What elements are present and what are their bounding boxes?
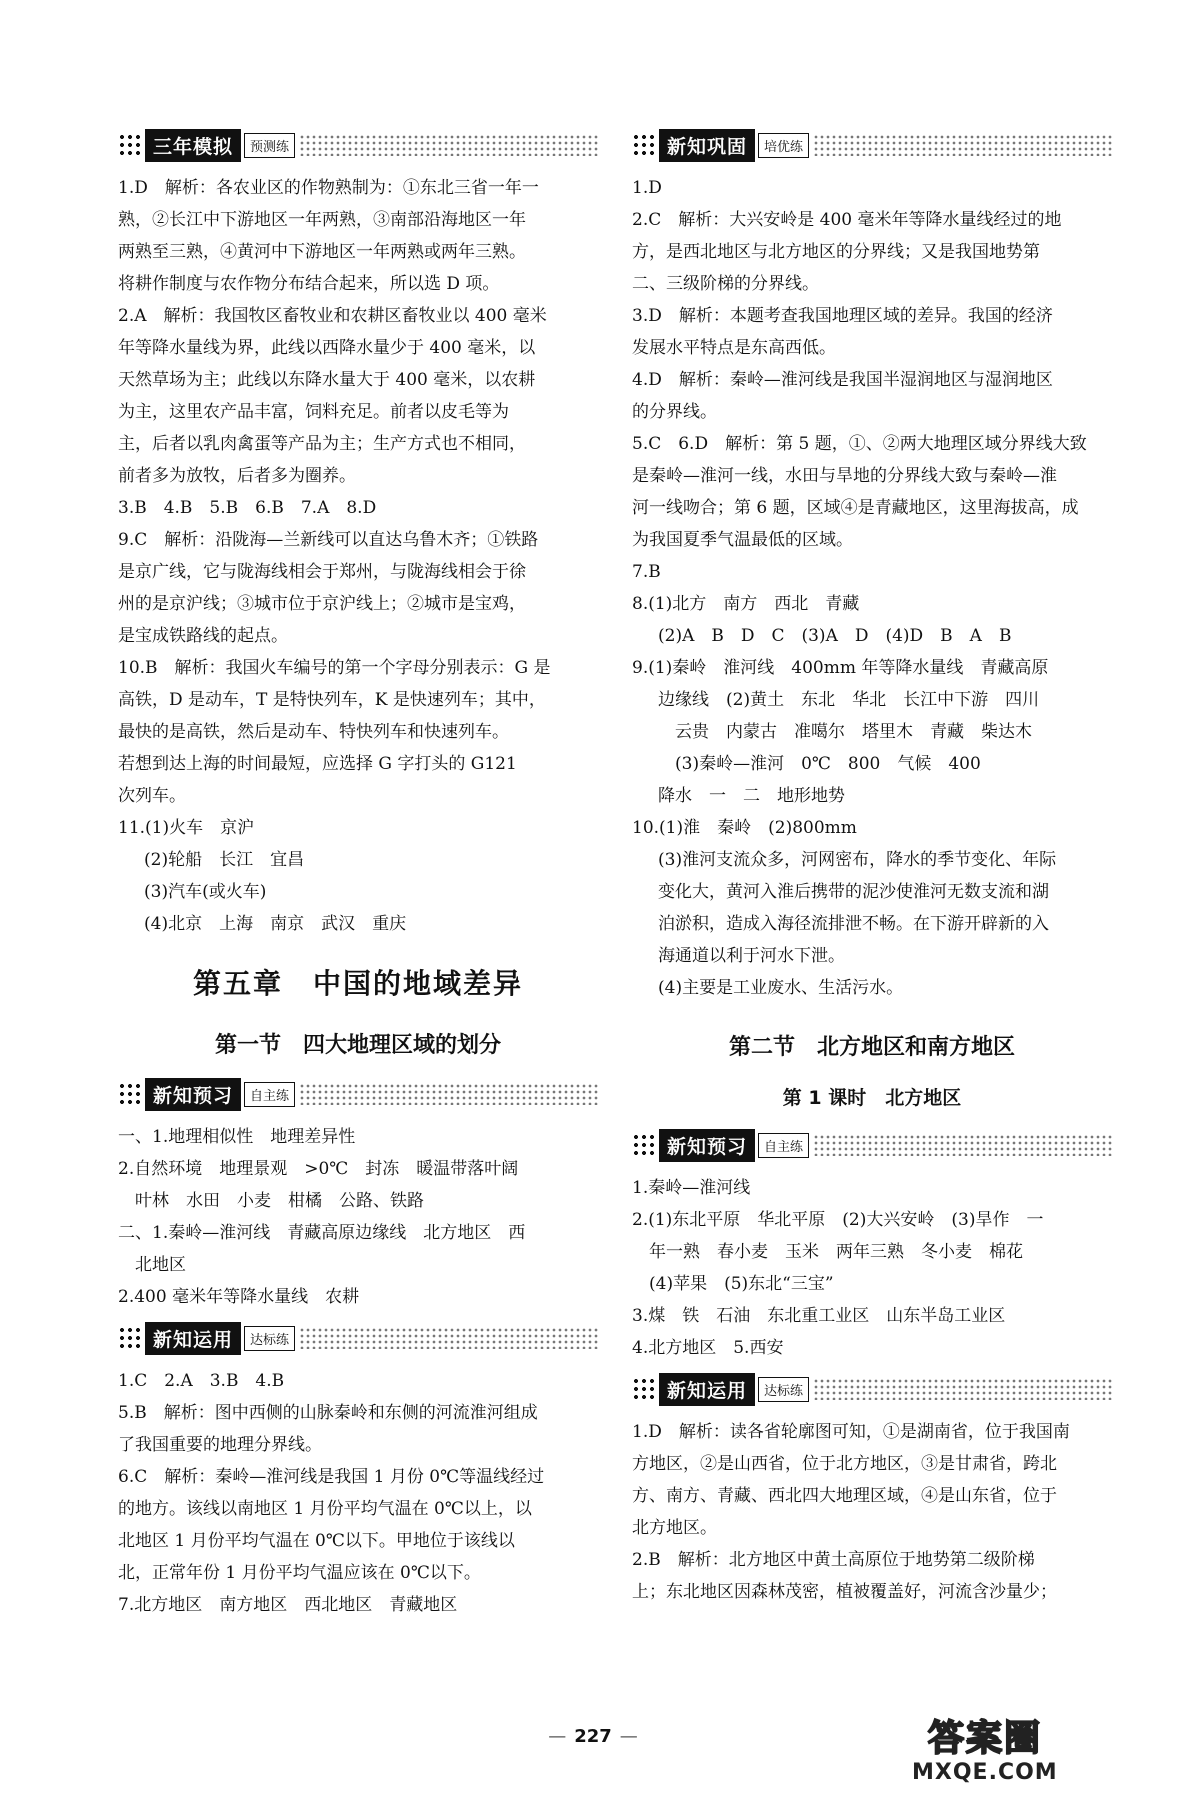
answer-line: 发展水平特点是东高西低。 [632, 338, 836, 358]
answer-line: 11.(1)火车 京沪 [118, 818, 255, 838]
answer-line: 北地区 [118, 1255, 186, 1275]
answer-line: 河一线吻合；第 6 题，区域④是青藏地区，这里海拔高，成 [632, 498, 1079, 518]
chapter-title: 第五章 中国的地域差异 [192, 967, 523, 1000]
section-tag: 自主练 [758, 1133, 809, 1158]
page-number-value: 227 [574, 1726, 612, 1747]
answer-line: 二、三级阶梯的分界线。 [632, 274, 819, 294]
answer-line: 10.(1)淮 秦岭 (2)800mm [632, 818, 857, 838]
dotted-rule [299, 134, 598, 156]
watermark-logo [898, 1710, 1168, 1790]
answer-line: 高铁，D 是动车，T 是特快列车，K 是快速列车；其中， [118, 690, 546, 710]
answer-line: 为主，这里农产品丰富，饲料充足。前者以皮毛等为 [118, 402, 509, 422]
answer-line: 是宝成铁路线的起点。 [118, 626, 288, 646]
section-tag: 培优练 [758, 133, 809, 158]
answer-line: 方，是西北地区与北方地区的分界线；又是我国地势第 [632, 242, 1040, 262]
answer-line: 云贵 内蒙古 准噶尔 塔里木 青藏 柴达木 [658, 722, 1032, 742]
dot-grid-icon [632, 133, 656, 157]
answer-line: 1.C 2.A 3.B 4.B [118, 1371, 285, 1391]
answer-line: 二、1.秦岭—淮河线 青藏高原边缘线 北方地区 西 [118, 1223, 526, 1243]
section-tag: 达标练 [758, 1377, 809, 1402]
answer-line: (2)轮船 长江 宜昌 [144, 850, 305, 870]
answer-line: 北方地区。 [632, 1518, 717, 1538]
answer-line: 将耕作制度与农作物分布结合起来，所以选 D 项。 [118, 274, 500, 294]
section-title: 三年模拟 [145, 129, 241, 162]
answer-line: (4)主要是工业废水、生活污水。 [658, 978, 904, 998]
answer-line: 天然草场为主；此线以东降水量大于 400 毫米，以农耕 [118, 370, 536, 390]
answer-line: 的地方。该线以南地区 1 月份平均气温在 0℃以上，以 [118, 1499, 532, 1519]
answer-line: 2.400 毫米年等降水量线 农耕 [118, 1287, 360, 1307]
section-tag: 达标练 [244, 1326, 295, 1351]
answer-line: 变化大，黄河入淮后携带的泥沙使淮河无数支流和湖 [658, 882, 1049, 902]
section-tag: 预测练 [244, 133, 295, 158]
answer-line: 为我国夏季气温最低的区域。 [632, 530, 853, 550]
answer-line: 了我国重要的地理分界线。 [118, 1435, 322, 1455]
section-subtitle: 第二节 北方地区和南方地区 [728, 1035, 1015, 1060]
left-column [118, 120, 598, 1621]
answer-line: 降水 一 二 地形地势 [658, 786, 845, 806]
answer-line: 1.D [632, 178, 662, 198]
dot-grid-icon [118, 1082, 142, 1106]
dot-grid-icon [118, 133, 142, 157]
answer-line: 方地区，②是山西省，位于北方地区，③是甘肃省，跨北 [632, 1454, 1057, 1474]
answer-line: 3.煤 铁 石油 东北重工业区 山东半岛工业区 [632, 1306, 1006, 1326]
dotted-rule [299, 1327, 598, 1349]
answer-line: 8.(1)北方 南方 西北 青藏 [632, 594, 860, 614]
section-header-preview [118, 1079, 598, 1109]
answer-line: 前者多为放牧，后者多为圈养。 [118, 466, 356, 486]
answer-line: 年等降水量线为界，此线以西降水量少于 400 毫米，以 [118, 338, 536, 358]
answer-line: 1.秦岭—淮河线 [632, 1178, 751, 1198]
answer-line: 7.北方地区 南方地区 西北地区 青藏地区 [118, 1595, 458, 1615]
answer-line: 一、1.地理相似性 地理差异性 [118, 1127, 356, 1147]
answer-line: 1.D 解析：读各省轮廓图可知，①是湖南省，位于我国南 [632, 1422, 1070, 1442]
answer-line: 1.D 解析：各农业区的作物熟制为：①东北三省一年一 [118, 178, 539, 198]
answer-line: 7.B [632, 562, 661, 582]
answer-line: 最快的是高铁，然后是动车、特快列车和快速列车。 [118, 722, 509, 742]
answer-line: 边缘线 (2)黄土 东北 华北 长江中下游 四川 [658, 690, 1040, 710]
section-subtitle: 第一节 四大地理区域的划分 [214, 1033, 501, 1058]
answer-line: 2.自然环境 地理景观 >0℃ 封冻 暖温带落叶阔 [118, 1159, 519, 1179]
answer-line: 2.A 解析：我国牧区畜牧业和农耕区畜牧业以 400 毫米 [118, 306, 547, 326]
answer-line: (4)北京 上海 南京 武汉 重庆 [144, 914, 407, 934]
answer-line: 9.C 解析：沿陇海—兰新线可以直达乌鲁木齐；①铁路 [118, 530, 539, 550]
answer-line: (3)淮河支流众多，河网密布，降水的季节变化、年际 [658, 850, 1057, 870]
watermark-text: 答案圈 [928, 1718, 1043, 1759]
section-title: 新知预习 [659, 1129, 755, 1162]
section-title: 新知运用 [659, 1373, 755, 1406]
dot-grid-icon [632, 1377, 656, 1401]
answer-line: 上；东北地区因森林茂密，植被覆盖好，河流含沙量少； [632, 1582, 1057, 1602]
section-title: 新知运用 [145, 1322, 241, 1355]
answer-line: 主，后者以乳肉禽蛋等产品为主；生产方式也不相同， [118, 434, 526, 454]
answer-line: 叶林 水田 小麦 柑橘 公路、铁路 [118, 1191, 424, 1211]
section-header-apply [632, 1374, 1112, 1404]
answer-line: 北地区 1 月份平均气温在 0℃以下。甲地位于该线以 [118, 1531, 515, 1551]
dot-grid-icon [632, 1133, 656, 1157]
section-title: 新知巩固 [659, 129, 755, 162]
dotted-rule [299, 1083, 598, 1105]
section-header-three-year [118, 130, 598, 160]
section-header-preview [632, 1130, 1112, 1160]
page-number-dash: — [548, 1726, 567, 1747]
watermark-url: MXQE.COM [912, 1760, 1058, 1785]
answer-line: 5.B 解析：图中西侧的山脉秦岭和东侧的河流淮河组成 [118, 1403, 538, 1423]
answer-line: 次列车。 [118, 786, 186, 806]
answer-line: (4)苹果 (5)东北“三宝” [632, 1274, 834, 1294]
answer-line: (3)秦岭—淮河 0℃ 800 气候 400 [658, 754, 981, 774]
answer-line: 2.(1)东北平原 华北平原 (2)大兴安岭 (3)旱作 一 [632, 1210, 1044, 1230]
answer-line: 6.C 解析：秦岭—淮河线是我国 1 月份 0℃等温线经过 [118, 1467, 545, 1487]
dotted-rule [813, 1378, 1112, 1400]
answer-line: 海通道以利于河水下泄。 [658, 946, 845, 966]
answer-line: 3.B 4.B 5.B 6.B 7.A 8.D [118, 498, 377, 518]
answer-line: 若想到达上海的时间最短，应选择 G 字打头的 G121 [118, 754, 517, 774]
answer-line: 是秦岭—淮河一线，水田与旱地的分界线大致与秦岭—淮 [632, 466, 1057, 486]
answer-line: 4.北方地区 5.西安 [632, 1338, 784, 1358]
section-header-apply [118, 1323, 598, 1353]
page-number-dash: — [619, 1726, 638, 1747]
answer-line: 4.D 解析：秦岭—淮河线是我国半湿润地区与湿润地区 [632, 370, 1053, 390]
answer-line: 是京广线，它与陇海线相会于郑州，与陇海线相会于徐 [118, 562, 526, 582]
answer-line: 泊淤积，造成入海径流排泄不畅。在下游开辟新的入 [658, 914, 1049, 934]
answer-line: 2.C 解析：大兴安岭是 400 毫米年等降水量线经过的地 [632, 210, 1062, 230]
answer-line: 的分界线。 [632, 402, 717, 422]
answer-line: 熟，②长江中下游地区一年两熟，③南部沿海地区一年 [118, 210, 526, 230]
section-title: 新知预习 [145, 1078, 241, 1111]
answer-line: 两熟至三熟，④黄河中下游地区一年两熟或两年三熟。 [118, 242, 526, 262]
answer-line: 州的是京沪线；③城市位于京沪线上；②城市是宝鸡， [118, 594, 526, 614]
answer-line: (2)A B D C (3)A D (4)D B A B [658, 626, 1012, 646]
answer-line: 5.C 6.D 解析：第 5 题，①、②两大地理区域分界线大致 [632, 434, 1087, 454]
dotted-rule [813, 134, 1112, 156]
dot-grid-icon [118, 1326, 142, 1350]
right-column [632, 120, 1112, 1608]
answer-line: 9.(1)秦岭 淮河线 400mm 年等降水量线 青藏高原 [632, 658, 1049, 678]
answer-line: 2.B 解析：北方地区中黄土高原位于地势第二级阶梯 [632, 1550, 1035, 1570]
answer-line: 年一熟 春小麦 玉米 两年三熟 冬小麦 棉花 [632, 1242, 1023, 1262]
answer-line: 3.D 解析：本题考查我国地理区域的差异。我国的经济 [632, 306, 1053, 326]
answer-line: 10.B 解析：我国火车编号的第一个字母分别表示：G 是 [118, 658, 551, 678]
section-tag: 自主练 [244, 1082, 295, 1107]
dotted-rule [813, 1134, 1112, 1156]
answer-line: (3)汽车(或火车) [144, 882, 267, 902]
answer-line: 北，正常年份 1 月份平均气温应该在 0℃以下。 [118, 1563, 481, 1583]
section-header-consolidate [632, 130, 1112, 160]
lesson-title: 第 1 课时 北方地区 [782, 1087, 962, 1109]
answer-line: 方、南方、青藏、西北四大地理区域，④是山东省，位于 [632, 1486, 1057, 1506]
